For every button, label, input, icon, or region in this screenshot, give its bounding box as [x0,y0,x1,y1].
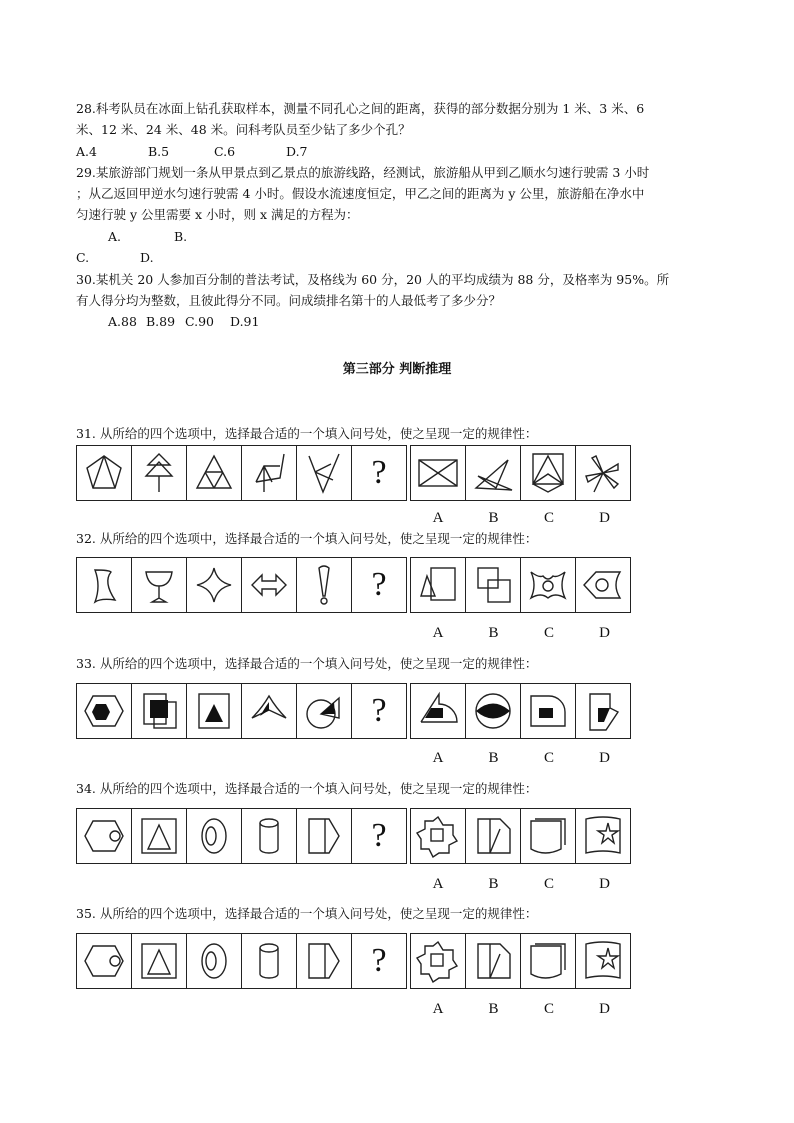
q31-question-mark [352,446,406,500]
q31-option-a[interactable] [411,446,466,500]
q28-option-a: A.4 [76,144,97,159]
q29-option-a: A. [108,229,122,244]
q33-figure-2 [132,684,187,738]
q30-line2: 有人得分均为整数，且彼此得分不同。问成绩排名第十的人最低考了多少分？ [76,293,502,308]
q35-figure-4 [242,934,297,988]
q29-option-c: C. [76,250,90,265]
q32-option-label-a: A [432,625,444,641]
q34-figure-5 [297,809,352,863]
q32-option-label-c: C [543,625,554,641]
q30-option-a: A.88 [108,314,137,329]
q34-figure-4 [242,809,297,863]
q35-option-c[interactable] [521,934,576,988]
q34-option-b[interactable] [466,809,521,863]
q32-sequence [76,557,407,613]
q32-option-label-b: B [488,625,499,641]
q30-option-d: D.91 [230,314,260,329]
q31-figure-2 [132,446,187,500]
q32-figure-3 [187,558,242,612]
q31-option-label-c: C [543,510,554,526]
q35-options [410,933,631,989]
q33-option-a[interactable] [411,684,466,738]
q35-option-label-c: C [543,1001,554,1017]
q35-option-b[interactable] [466,934,521,988]
q32-figure-5 [297,558,352,612]
q29-line3: 匀速行驶 y 公里需要 x 小时，则 x 满足的方程为： [76,207,359,222]
section-heading: 第三部分 判断推理 [342,362,452,377]
q34-option-d[interactable] [576,809,630,863]
q28-option-b: B.5 [148,144,170,159]
q29-line2: ；从乙返回甲逆水匀速行驶需 4 小时。假设水流速度恒定，甲乙之间的距离为 y 公里，旅游船在净水中 [76,186,645,201]
q28-line1: 28.科考队员在冰面上钻孔获取样本，测量不同孔心之间的距离，获得的部分数据分别为 1 米、3 米、6 [76,101,645,116]
q34-figure-2 [132,809,187,863]
q33-figure-4 [242,684,297,738]
question-mark: ? [371,942,387,979]
q34-sequence [76,808,407,864]
q35-sequence [76,933,407,989]
q35-figure-1 [77,934,132,988]
q31-option-c[interactable] [521,446,576,500]
question-mark: ? [371,566,387,603]
q35-prompt: 35. 从所给的四个选项中，选择最合适的一个填入问号处，使之呈现一定的规律性： [76,906,538,921]
q33-figure-1 [77,684,132,738]
q35-figure-2 [132,934,187,988]
q31-figure-5 [297,446,352,500]
q34-option-label-a: A [432,876,444,892]
q34-options [410,808,631,864]
q31-figure-1 [77,446,132,500]
q33-option-label-d: D [599,750,610,766]
q33-options [410,683,631,739]
q34-option-a[interactable] [411,809,466,863]
q34-option-label-c: C [543,876,554,892]
q35-question-mark [352,934,406,988]
question-mark: ? [371,817,387,854]
q33-figure-3 [187,684,242,738]
q34-option-c[interactable] [521,809,576,863]
q31-sequence [76,445,407,501]
q34-option-label-d: D [599,876,610,892]
q28-option-c: C.6 [214,144,236,159]
q30-option-c: C.90 [185,314,214,329]
q33-option-label-a: A [432,750,444,766]
q33-option-c[interactable] [521,684,576,738]
q32-option-b[interactable] [466,558,521,612]
q29-line1: 29.某旅游部门规划一条从甲景点到乙景点的旅游线路，经测试，旅游船从甲到乙顺水匀速行驶需 3 小时 [76,165,650,180]
q35-option-d[interactable] [576,934,630,988]
q35-option-label-d: D [599,1001,610,1017]
q33-question-mark [352,684,406,738]
q31-options [410,445,631,501]
q33-prompt: 33. 从所给的四个选项中，选择最合适的一个填入问号处，使之呈现一定的规律性： [76,656,538,671]
q35-option-label-b: B [488,1001,499,1017]
q33-option-d[interactable] [576,684,630,738]
q31-figure-3 [187,446,242,500]
q34-figure-1 [77,809,132,863]
q29-option-b: B. [174,229,188,244]
q30-option-b: B.89 [146,314,176,329]
q32-question-mark [352,558,406,612]
q31-figure-4 [242,446,297,500]
q32-options [410,557,631,613]
q35-figure-3 [187,934,242,988]
q34-option-label-b: B [488,876,499,892]
q30-line1: 30.某机关 20 人参加百分制的普法考试，及格线为 60 分，20 人的平均成绩为 88 分，及格率为 95%。所 [76,272,670,287]
question-mark: ? [371,692,387,729]
q28-option-d: D.7 [286,144,308,159]
q33-sequence [76,683,407,739]
q31-prompt: 31. 从所给的四个选项中，选择最合适的一个填入问号处，使之呈现一定的规律性： [76,426,538,441]
q32-prompt: 32. 从所给的四个选项中，选择最合适的一个填入问号处，使之呈现一定的规律性： [76,531,538,546]
q35-option-a[interactable] [411,934,466,988]
q34-question-mark [352,809,406,863]
question-mark: ? [371,454,387,491]
q35-option-label-a: A [432,1001,444,1017]
q31-option-label-d: D [599,510,610,526]
q32-figure-2 [132,558,187,612]
q33-option-label-b: B [488,750,499,766]
q31-option-d[interactable] [576,446,630,500]
q32-figure-1 [77,558,132,612]
q34-figure-3 [187,809,242,863]
q32-option-label-d: D [599,625,610,641]
q32-option-d[interactable] [576,558,630,612]
q35-figure-5 [297,934,352,988]
q31-option-b[interactable] [466,446,521,500]
q28-line2: 米、12 米、24 米、48 米。问科考队员至少钻了多少个孔？ [76,122,411,137]
q32-option-c[interactable] [521,558,576,612]
q31-option-label-b: B [488,510,499,526]
q33-figure-5 [297,684,352,738]
q32-figure-4 [242,558,297,612]
q31-option-label-a: A [432,510,444,526]
q34-prompt: 34. 从所给的四个选项中，选择最合适的一个填入问号处，使之呈现一定的规律性： [76,781,538,796]
q29-option-d: D. [140,250,154,265]
q32-option-a[interactable] [411,558,466,612]
q33-option-b[interactable] [466,684,521,738]
q33-option-label-c: C [543,750,554,766]
